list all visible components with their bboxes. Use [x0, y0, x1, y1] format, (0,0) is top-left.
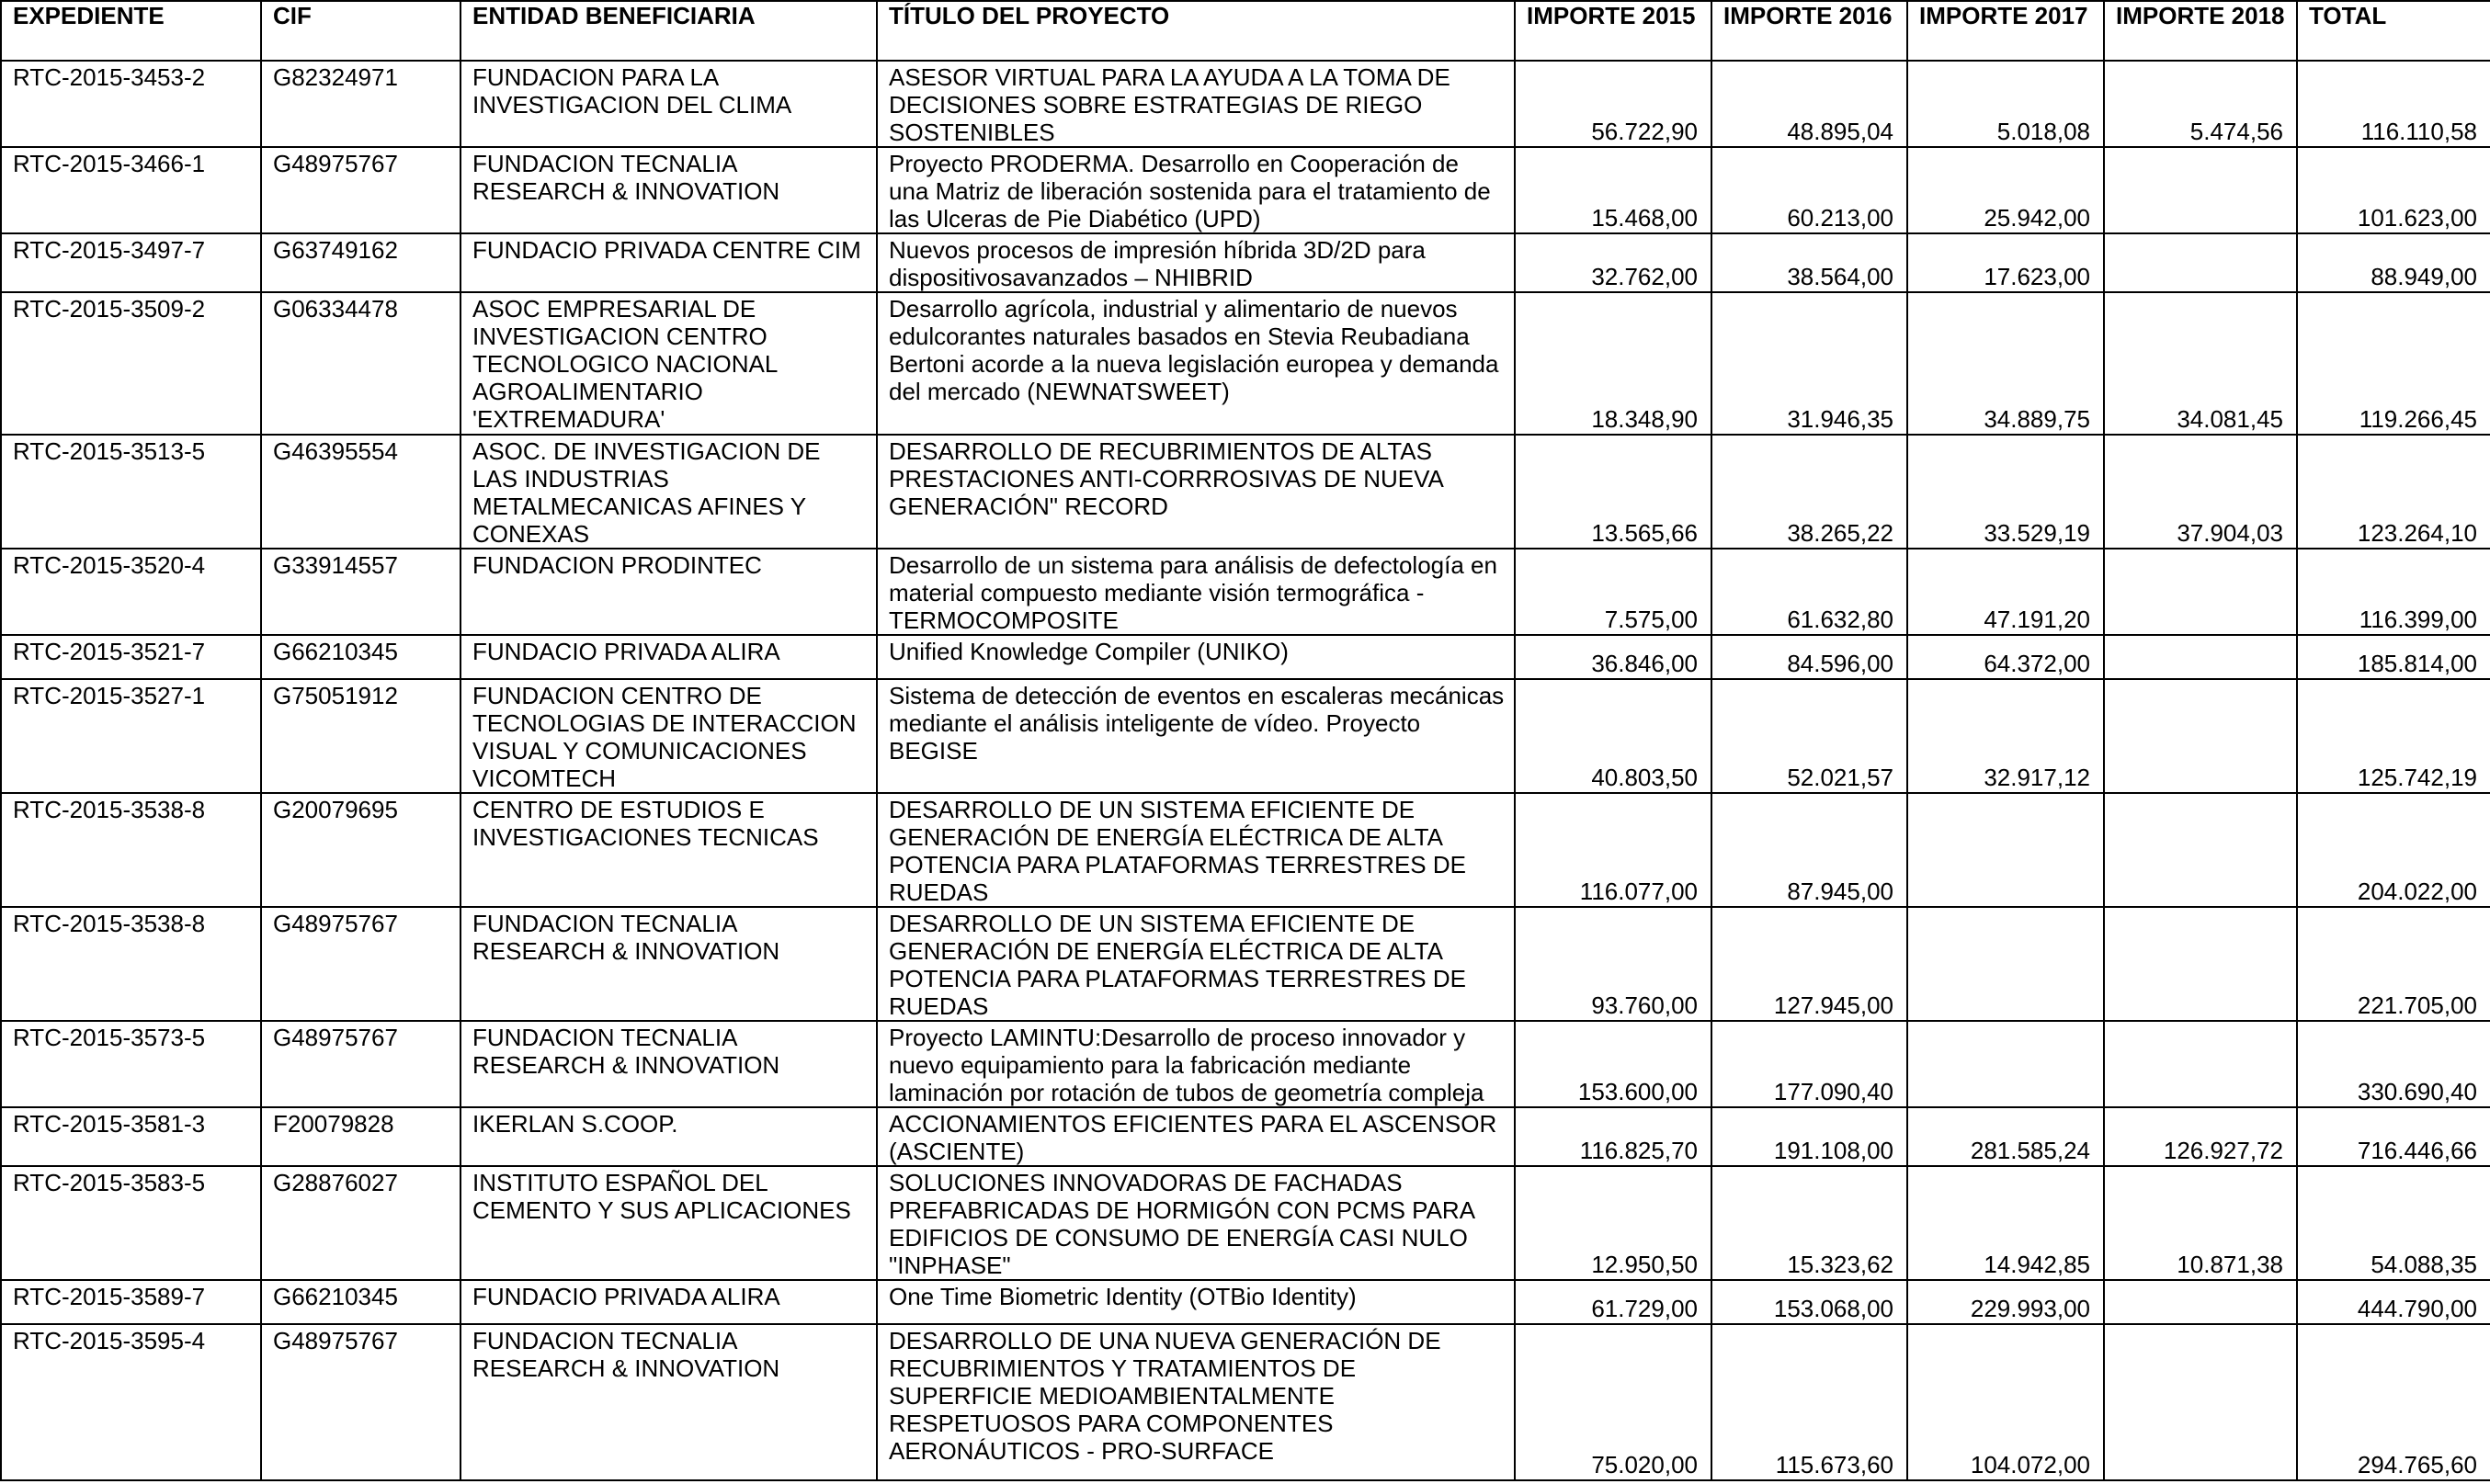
header-importe-2018: IMPORTE 2018 [2104, 1, 2297, 61]
cell-importe-2017 [1907, 793, 2104, 907]
cell-total: 125.742,19 [2297, 679, 2490, 793]
cell-entidad: ASOC. DE INVESTIGACION DE LAS INDUSTRIAS METALMECANICAS AFINES Y CONEXAS [460, 435, 877, 549]
cell-total: 116.110,58 [2297, 61, 2490, 147]
cell-titulo: SOLUCIONES INNOVADORAS DE FACHADAS PREFABRICADAS DE HORMIGÓN CON PCMS PARA EDIFICIOS DE CONSUMO DE ENERGÍA CASI NULO "INPHASE" [877, 1166, 1515, 1280]
cell-cif: G20079695 [261, 793, 460, 907]
cell-titulo: Desarrollo de un sistema para análisis de defectología en material compuesto mediante visión termográfica - TERMOCOMPOSITE [877, 549, 1515, 635]
cell-importe-2015: 61.729,00 [1515, 1280, 1711, 1324]
cell-importe-2018 [2104, 907, 2297, 1021]
cell-cif: F20079828 [261, 1107, 460, 1166]
cell-importe-2015: 56.722,90 [1515, 61, 1711, 147]
cell-importe-2017 [1907, 907, 2104, 1021]
cell-entidad: FUNDACIO PRIVADA ALIRA [460, 635, 877, 679]
table-row [1, 1324, 2490, 1480]
cell-importe-2016: 84.596,00 [1711, 635, 1907, 679]
table-row [1, 549, 2490, 635]
cell-total: 101.623,00 [2297, 147, 2490, 233]
cell-expediente: RTC-2015-3589-7 [1, 1280, 261, 1324]
table-row [1, 1107, 2490, 1166]
cell-entidad: FUNDACION TECNALIA RESEARCH & INNOVATION [460, 907, 877, 1021]
cell-cif: G66210345 [261, 635, 460, 679]
cell-importe-2015: 116.825,70 [1515, 1107, 1711, 1166]
cell-entidad: ASOC EMPRESARIAL DE INVESTIGACION CENTRO TECNOLOGICO NACIONAL AGROALIMENTARIO 'EXTREMADURA' [460, 292, 877, 435]
cell-importe-2017 [1907, 1021, 2104, 1107]
cell-cif: G75051912 [261, 679, 460, 793]
cell-titulo: Proyecto PRODERMA. Desarrollo en Cooperación de una Matriz de liberación sostenida para el tratamiento de las Ulceras de Pie Diabético (UPD) [877, 147, 1515, 233]
cell-entidad: IKERLAN S.COOP. [460, 1107, 877, 1166]
table-header [1, 1, 2490, 61]
cell-importe-2015: 116.077,00 [1515, 793, 1711, 907]
cell-importe-2015: 15.468,00 [1515, 147, 1711, 233]
cell-importe-2017: 25.942,00 [1907, 147, 2104, 233]
cell-importe-2015: 32.762,00 [1515, 233, 1711, 292]
cell-importe-2016: 48.895,04 [1711, 61, 1907, 147]
header-cif: CIF [261, 1, 460, 61]
cell-total: 716.446,66 [2297, 1107, 2490, 1166]
cell-importe-2018 [2104, 635, 2297, 679]
cell-importe-2016: 177.090,40 [1711, 1021, 1907, 1107]
cell-total: 221.705,00 [2297, 907, 2490, 1021]
cell-entidad: FUNDACIO PRIVADA ALIRA [460, 1280, 877, 1324]
header-importe-2015: IMPORTE 2015 [1515, 1, 1711, 61]
cell-importe-2016: 60.213,00 [1711, 147, 1907, 233]
cell-titulo: DESARROLLO DE UN SISTEMA EFICIENTE DE GENERACIÓN DE ENERGÍA ELÉCTRICA DE ALTA POTENCIA PARA PLATAFORMAS TERRESTRES DE RUEDAS [877, 793, 1515, 907]
cell-importe-2017: 17.623,00 [1907, 233, 2104, 292]
cell-expediente: RTC-2015-3521-7 [1, 635, 261, 679]
cell-importe-2015: 12.950,50 [1515, 1166, 1711, 1280]
cell-importe-2016: 38.265,22 [1711, 435, 1907, 549]
cell-cif: G48975767 [261, 1324, 460, 1480]
cell-importe-2018 [2104, 1280, 2297, 1324]
cell-cif: G48975767 [261, 147, 460, 233]
cell-importe-2015: 7.575,00 [1515, 549, 1711, 635]
cell-importe-2018: 5.474,56 [2104, 61, 2297, 147]
cell-cif: G82324971 [261, 61, 460, 147]
cell-entidad: INSTITUTO ESPAÑOL DEL CEMENTO Y SUS APLICACIONES [460, 1166, 877, 1280]
header-entidad: ENTIDAD BENEFICIARIA [460, 1, 877, 61]
cell-total: 54.088,35 [2297, 1166, 2490, 1280]
cell-entidad: FUNDACION CENTRO DE TECNOLOGIAS DE INTERACCION VISUAL Y COMUNICACIONES VICOMTECH [460, 679, 877, 793]
table-row [1, 1166, 2490, 1280]
cell-expediente: RTC-2015-3527-1 [1, 679, 261, 793]
cell-importe-2016: 127.945,00 [1711, 907, 1907, 1021]
cell-titulo: Nuevos procesos de impresión híbrida 3D/2D para dispositivosavanzados – NHIBRID [877, 233, 1515, 292]
cell-total: 123.264,10 [2297, 435, 2490, 549]
cell-importe-2018 [2104, 147, 2297, 233]
cell-total: 119.266,45 [2297, 292, 2490, 435]
cell-total: 88.949,00 [2297, 233, 2490, 292]
table-row [1, 793, 2490, 907]
cell-importe-2018: 37.904,03 [2104, 435, 2297, 549]
cell-titulo: Unified Knowledge Compiler (UNIKO) [877, 635, 1515, 679]
cell-titulo: Sistema de detección de eventos en escaleras mecánicas mediante el análisis inteligente de vídeo. Proyecto BEGISE [877, 679, 1515, 793]
header-expediente: EXPEDIENTE [1, 1, 261, 61]
table-row [1, 1280, 2490, 1324]
table-row [1, 233, 2490, 292]
cell-expediente: RTC-2015-3581-3 [1, 1107, 261, 1166]
cell-importe-2017: 5.018,08 [1907, 61, 2104, 147]
cell-expediente: RTC-2015-3573-5 [1, 1021, 261, 1107]
cell-entidad: FUNDACIO PRIVADA CENTRE CIM [460, 233, 877, 292]
cell-expediente: RTC-2015-3583-5 [1, 1166, 261, 1280]
header-importe-2017: IMPORTE 2017 [1907, 1, 2104, 61]
cell-expediente: RTC-2015-3538-8 [1, 793, 261, 907]
cell-importe-2016: 15.323,62 [1711, 1166, 1907, 1280]
cell-total: 444.790,00 [2297, 1280, 2490, 1324]
cell-importe-2018 [2104, 793, 2297, 907]
cell-importe-2018 [2104, 1021, 2297, 1107]
header-total: TOTAL [2297, 1, 2490, 61]
cell-cif: G48975767 [261, 907, 460, 1021]
cell-importe-2017: 33.529,19 [1907, 435, 2104, 549]
table-row [1, 61, 2490, 147]
cell-titulo: ACCIONAMIENTOS EFICIENTES PARA EL ASCENSOR (ASCIENTE) [877, 1107, 1515, 1166]
cell-importe-2017: 34.889,75 [1907, 292, 2104, 435]
cell-importe-2015: 153.600,00 [1515, 1021, 1711, 1107]
table-row [1, 907, 2490, 1021]
cell-cif: G66210345 [261, 1280, 460, 1324]
table-body [1, 61, 2490, 1480]
cell-titulo: DESARROLLO DE UN SISTEMA EFICIENTE DE GENERACIÓN DE ENERGÍA ELÉCTRICA DE ALTA POTENCIA PARA PLATAFORMAS TERRESTRES DE RUEDAS [877, 907, 1515, 1021]
cell-total: 116.399,00 [2297, 549, 2490, 635]
cell-importe-2017: 14.942,85 [1907, 1166, 2104, 1280]
cell-entidad: FUNDACION PARA LA INVESTIGACION DEL CLIMA [460, 61, 877, 147]
cell-importe-2018 [2104, 549, 2297, 635]
cell-importe-2018: 126.927,72 [2104, 1107, 2297, 1166]
cell-importe-2015: 75.020,00 [1515, 1324, 1711, 1480]
cell-expediente: RTC-2015-3513-5 [1, 435, 261, 549]
cell-total: 204.022,00 [2297, 793, 2490, 907]
table-row [1, 292, 2490, 435]
cell-titulo: DESARROLLO DE RECUBRIMIENTOS DE ALTAS PRESTACIONES ANTI-CORRROSIVAS DE NUEVA GENERACIÓN" RECORD [877, 435, 1515, 549]
cell-titulo: One Time Biometric Identity (OTBio Identity) [877, 1280, 1515, 1324]
cell-cif: G63749162 [261, 233, 460, 292]
cell-importe-2016: 61.632,80 [1711, 549, 1907, 635]
cell-importe-2017: 47.191,20 [1907, 549, 2104, 635]
cell-expediente: RTC-2015-3595-4 [1, 1324, 261, 1480]
cell-cif: G33914557 [261, 549, 460, 635]
cell-total: 185.814,00 [2297, 635, 2490, 679]
header-importe-2016: IMPORTE 2016 [1711, 1, 1907, 61]
table-row [1, 635, 2490, 679]
cell-importe-2016: 52.021,57 [1711, 679, 1907, 793]
table-row [1, 147, 2490, 233]
header-row [1, 1, 2490, 61]
cell-cif: G28876027 [261, 1166, 460, 1280]
cell-expediente: RTC-2015-3453-2 [1, 61, 261, 147]
cell-importe-2016: 115.673,60 [1711, 1324, 1907, 1480]
cell-cif: G48975767 [261, 1021, 460, 1107]
cell-titulo: DESARROLLO DE UNA NUEVA GENERACIÓN DE RECUBRIMIENTOS Y TRATAMIENTOS DE SUPERFICIE MEDIOAMBIENTALMENTE RESPETUOSOS PARA COMPONENTES AERONÁUTICOS - PRO-SURFACE [877, 1324, 1515, 1480]
table-row [1, 1021, 2490, 1107]
cell-importe-2016: 153.068,00 [1711, 1280, 1907, 1324]
cell-titulo: Desarrollo agrícola, industrial y alimentario de nuevos edulcorantes naturales basados en Stevia Reubadiana Bertoni acorde a la nueva legislación europea y demanda del mercado (NEWNATSWEET) [877, 292, 1515, 435]
cell-cif: G46395554 [261, 435, 460, 549]
cell-expediente: RTC-2015-3497-7 [1, 233, 261, 292]
cell-expediente: RTC-2015-3538-8 [1, 907, 261, 1021]
cell-entidad: FUNDACION TECNALIA RESEARCH & INNOVATION [460, 1021, 877, 1107]
cell-importe-2016: 38.564,00 [1711, 233, 1907, 292]
cell-importe-2017: 64.372,00 [1907, 635, 2104, 679]
cell-importe-2015: 40.803,50 [1515, 679, 1711, 793]
cell-importe-2016: 31.946,35 [1711, 292, 1907, 435]
cell-entidad: FUNDACION TECNALIA RESEARCH & INNOVATION [460, 1324, 877, 1480]
cell-cif: G06334478 [261, 292, 460, 435]
cell-importe-2018 [2104, 679, 2297, 793]
cell-expediente: RTC-2015-3520-4 [1, 549, 261, 635]
header-titulo: TÍTULO DEL PROYECTO [877, 1, 1515, 61]
cell-importe-2015: 36.846,00 [1515, 635, 1711, 679]
cell-titulo: ASESOR VIRTUAL PARA LA AYUDA A LA TOMA DE DECISIONES SOBRE ESTRATEGIAS DE RIEGO SOSTENIBLES [877, 61, 1515, 147]
cell-importe-2015: 93.760,00 [1515, 907, 1711, 1021]
cell-importe-2017: 281.585,24 [1907, 1107, 2104, 1166]
cell-importe-2015: 13.565,66 [1515, 435, 1711, 549]
cell-total: 294.765,60 [2297, 1324, 2490, 1480]
cell-importe-2017: 229.993,00 [1907, 1280, 2104, 1324]
cell-importe-2018: 34.081,45 [2104, 292, 2297, 435]
cell-entidad: FUNDACION PRODINTEC [460, 549, 877, 635]
cell-importe-2017: 104.072,00 [1907, 1324, 2104, 1480]
cell-entidad: CENTRO DE ESTUDIOS E INVESTIGACIONES TECNICAS [460, 793, 877, 907]
cell-entidad: FUNDACION TECNALIA RESEARCH & INNOVATION [460, 147, 877, 233]
cell-importe-2018: 10.871,38 [2104, 1166, 2297, 1280]
cell-expediente: RTC-2015-3509-2 [1, 292, 261, 435]
cell-importe-2017: 32.917,12 [1907, 679, 2104, 793]
table-row [1, 435, 2490, 549]
cell-expediente: RTC-2015-3466-1 [1, 147, 261, 233]
cell-total: 330.690,40 [2297, 1021, 2490, 1107]
cell-titulo: Proyecto LAMINTU:Desarrollo de proceso innovador y nuevo equipamiento para la fabricación mediante laminación por rotación de tubos de geometría compleja [877, 1021, 1515, 1107]
table-row [1, 679, 2490, 793]
cell-importe-2018 [2104, 233, 2297, 292]
cell-importe-2016: 191.108,00 [1711, 1107, 1907, 1166]
cell-importe-2018 [2104, 1324, 2297, 1480]
cell-importe-2015: 18.348,90 [1515, 292, 1711, 435]
cell-importe-2016: 87.945,00 [1711, 793, 1907, 907]
